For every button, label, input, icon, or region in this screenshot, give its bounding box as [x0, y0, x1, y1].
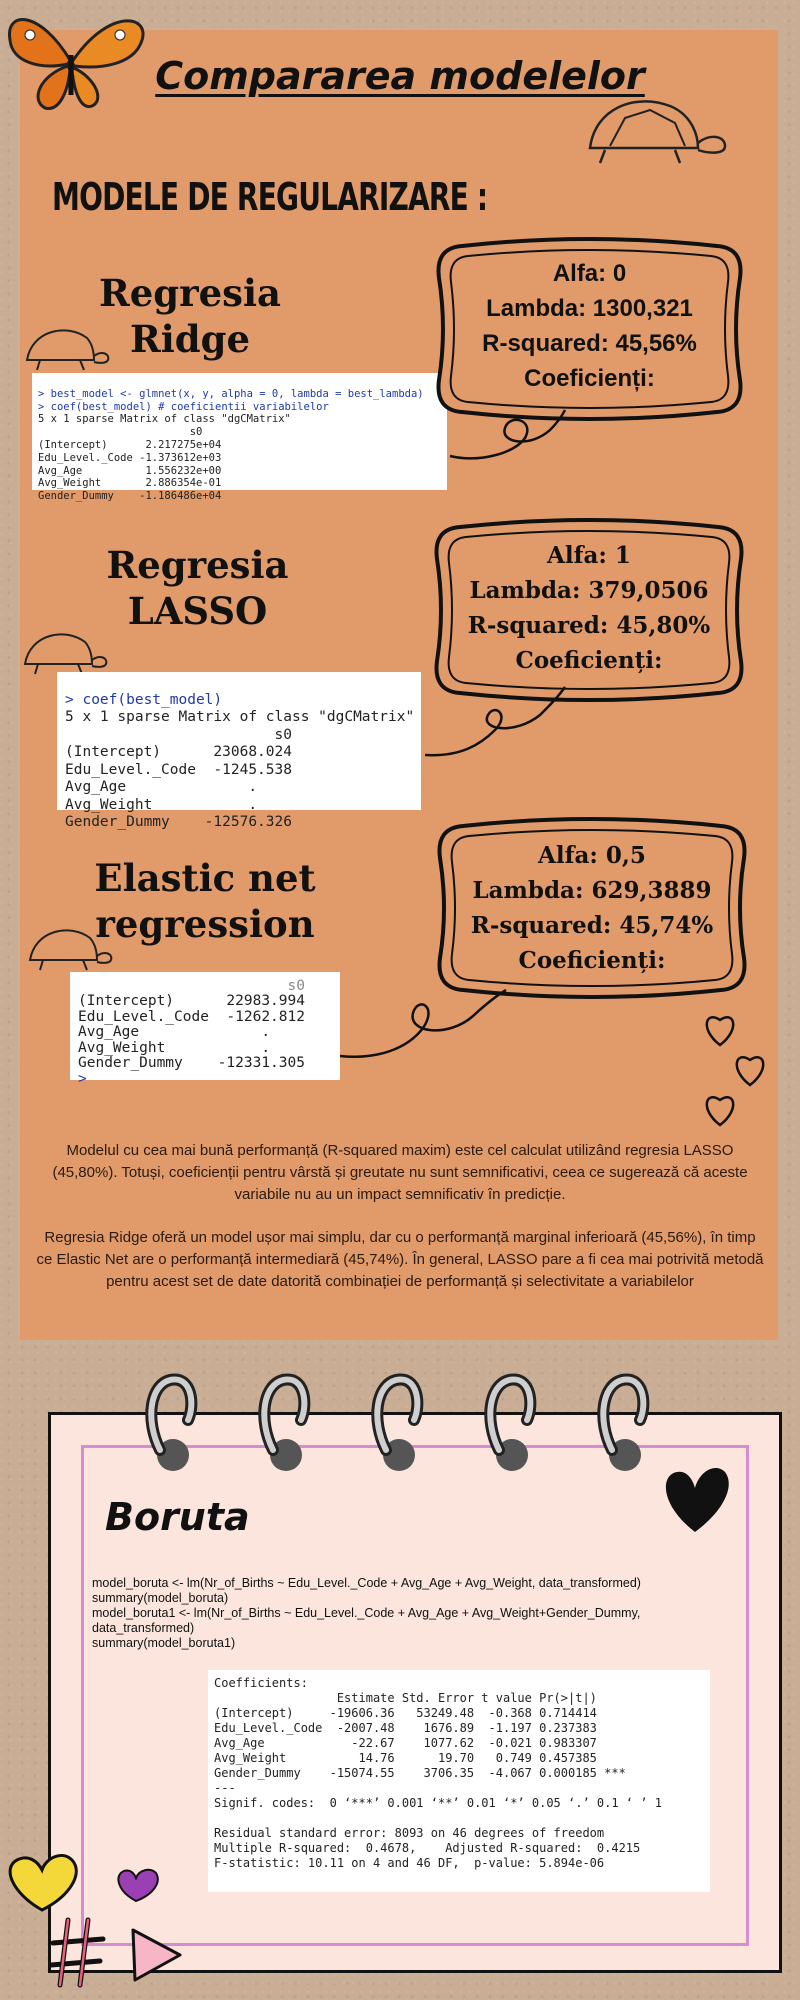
code-line: 5 x 1 sparse Matrix of class "dgCMatrix" — [65, 709, 415, 725]
code-line: (Intercept) 2.217275e+04 — [38, 438, 222, 451]
code-line: > coef(best_model) — [65, 691, 223, 708]
ridge-coef-label: Coeficienți: — [524, 365, 655, 392]
yellow-heart-icon — [2, 1848, 82, 1918]
code-line: Avg_Weight . — [78, 1039, 271, 1056]
code-line: data_transformed) — [92, 1621, 195, 1635]
lasso-coef-label: Coeficienți: — [515, 647, 663, 674]
result-line: --- — [214, 1781, 236, 1795]
code-line: summary(model_boruta1) — [92, 1636, 236, 1650]
elastic-net-params — [433, 838, 751, 978]
code-line: Avg_Weight . — [65, 796, 258, 813]
result-line: Residual standard error: 8093 on 46 degrees of freedom — [214, 1826, 605, 1840]
result-line: Multiple R-squared: 0.4678, Adjusted R-squared: 0.4215 — [214, 1841, 641, 1855]
code-line: s0 — [38, 426, 203, 439]
lasso-code-output — [57, 672, 421, 830]
code-line: Edu_Level._Code -1245.538 — [65, 761, 292, 778]
boruta-title: Boruta — [105, 1495, 250, 1539]
code-line: > coef(best_model) # coeficientii variabilelor — [38, 400, 329, 413]
code-line: (Intercept) 23068.024 — [65, 744, 292, 760]
black-heart-icon — [655, 1460, 735, 1540]
hearts-doodle — [695, 1000, 775, 1130]
turtle-icon — [20, 622, 110, 677]
code-line: summary(model_boruta) — [92, 1591, 229, 1605]
turtle-icon — [22, 318, 112, 373]
code-line: 5 x 1 sparse Matrix of class "dgCMatrix" — [38, 413, 291, 426]
ridge-params — [432, 256, 747, 396]
elastic-net-code-output — [70, 972, 340, 1087]
elastic-net-title-line1: Elastic net — [94, 856, 316, 900]
lasso-lambda: Lambda: 379,0506 — [469, 577, 709, 604]
ridge-alpha: Alfa: 0 — [552, 260, 627, 287]
result-line: Avg_Age -22.67 1077.62 -0.021 0.983307 — [214, 1736, 597, 1750]
ridge-lambda: Lambda: 1300,321 — [486, 295, 693, 322]
lasso-title-line2: LASSO — [127, 589, 268, 633]
pink-triangle-icon — [125, 1925, 185, 1985]
code-line: > — [78, 1070, 87, 1087]
code-line: Avg_Age . — [65, 779, 258, 795]
lasso-params — [430, 538, 748, 678]
result-line: Coefficients: — [214, 1676, 308, 1690]
code-line: s0 — [78, 977, 305, 994]
code-line: Edu_Level._Code -1262.812 — [78, 1008, 305, 1025]
connector-squiggle — [420, 685, 570, 765]
lasso-title — [70, 542, 325, 634]
result-line: F-statistic: 10.11 on 4 and 46 DF, p-value: 5.894e-06 — [214, 1856, 605, 1870]
connector-squiggle — [338, 988, 508, 1063]
code-line: model_boruta1 <- lm(Nr_of_Births ~ Edu_Level._Code + Avg_Age + Avg_Weight+Gender_Dummy, — [92, 1606, 641, 1620]
result-line: Signif. codes: 0 ‘***’ 0.001 ‘**’ 0.01 ‘*’ 0.05 ‘.’ 0.1 ‘ ’ 1 — [214, 1796, 662, 1810]
elastic-net-title-line2: regression — [95, 902, 315, 946]
code-line: Gender_Dummy -1.186486e+04 — [38, 490, 222, 503]
code-line: > best_model <- glmnet(x, y, alpha = 0, lambda = best_lambda) — [38, 387, 424, 400]
turtle-icon — [25, 918, 115, 973]
page-title: Compararea modelelor — [155, 54, 645, 98]
elastic-net-alpha: Alfa: 0,5 — [538, 842, 646, 869]
section-heading: MODELE DE REGULARIZARE : — [52, 175, 488, 219]
ridge-r-squared: R-squared: 45,56% — [482, 330, 697, 357]
code-line: Edu_Level._Code -1.373612e+03 — [38, 451, 222, 464]
result-line: (Intercept) -19606.36 53249.48 -0.368 0.714414 — [214, 1706, 597, 1720]
purple-heart-icon — [112, 1865, 160, 1905]
lasso-title-line1: Regresia — [106, 543, 289, 587]
connector-squiggle — [440, 408, 570, 468]
code-line: Gender_Dummy -12576.326 — [65, 814, 292, 830]
conclusion-paragraph-2: Regresia Ridge oferă un model ușor mai simplu, dar cu o performanță marginal inferioară (45,56%), în timp ce Elastic Net are o performanță intermediară (45,74%). În general, LASSO pare a fi cea mai potrivită metodă pentru acest set de date datorită combinației de performanță și selectivitate a variabilelor — [36, 1229, 764, 1290]
boruta-code — [92, 1576, 712, 1651]
elastic-net-r-squared: R-squared: 45,74% — [470, 912, 714, 939]
elastic-net-lambda: Lambda: 629,3889 — [472, 877, 712, 904]
turtle-icon — [580, 88, 730, 168]
lasso-r-squared: R-squared: 45,80% — [467, 612, 711, 639]
boruta-result-output — [208, 1670, 710, 1892]
code-line: s0 — [65, 726, 292, 743]
result-line: Edu_Level._Code -2007.48 1676.89 -1.197 0.237383 — [214, 1721, 597, 1735]
code-line: Gender_Dummy -12331.305 — [78, 1055, 305, 1071]
code-line: (Intercept) 22983.994 — [78, 993, 305, 1009]
ridge-title-line1: Regresia — [98, 271, 282, 315]
lasso-alpha: Alfa: 1 — [547, 542, 631, 569]
result-line — [214, 1811, 710, 1826]
notebook-rings — [140, 1360, 680, 1480]
code-line: model_boruta <- lm(Nr_of_Births ~ Edu_Level._Code + Avg_Age + Avg_Weight, data_transformed) — [92, 1576, 641, 1590]
result-line: Avg_Weight 14.76 19.70 0.749 0.457385 — [214, 1751, 597, 1765]
conclusion-paragraph-1: Modelul cu cea mai bună performanță (R-squared maxim) este cel calculat utilizând regresia LASSO (45,80%). Totuși, coeficienții pentru vârstă și greutate nu sunt semnificativi, ceea ce sugerează că aceste variabile nu au un impact semnificativ în predicție. — [52, 1142, 748, 1203]
result-line: Gender_Dummy -15074.55 3706.35 -4.067 0.000185 *** — [214, 1766, 626, 1780]
code-line: Avg_Weight 2.886354e-01 — [38, 477, 222, 490]
code-line: Avg_Age 1.556232e+00 — [38, 464, 222, 477]
result-line: Estimate Std. Error t value Pr(>|t|) — [214, 1691, 597, 1705]
ridge-code-output — [32, 373, 447, 503]
hash-doodle-icon — [48, 1915, 108, 1990]
ridge-title-line2: Ridge — [129, 317, 251, 361]
elastic-net-coef-label: Coeficienți: — [518, 947, 666, 974]
code-line: Avg_Age . — [78, 1024, 271, 1040]
